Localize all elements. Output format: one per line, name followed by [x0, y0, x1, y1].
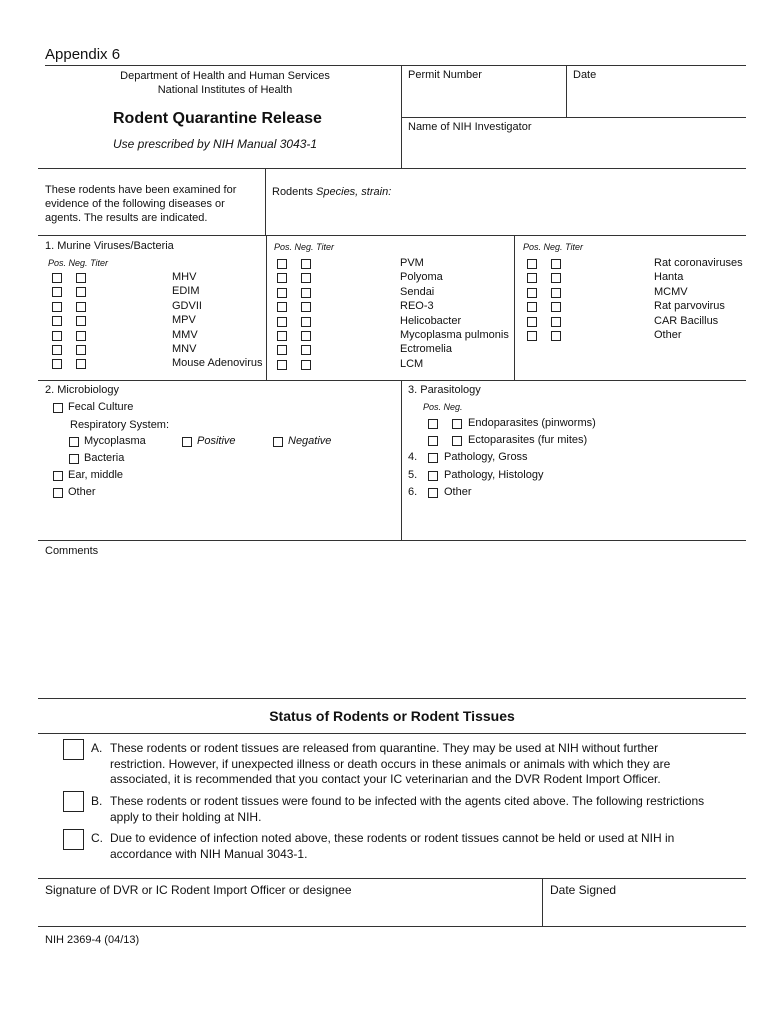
- neg-checkbox[interactable]: [76, 345, 86, 355]
- pos-checkbox[interactable]: [527, 317, 537, 327]
- disease-label: EDIM: [172, 285, 200, 298]
- divider: [542, 878, 543, 926]
- disease-label: MCMV: [654, 285, 688, 298]
- intro-text: These rodents have been examined for evidence of the following diseases or agents. The results are indicated.: [45, 184, 237, 224]
- parasitology-col-header: Pos. Neg.: [423, 402, 463, 412]
- pos-checkbox[interactable]: [52, 345, 62, 355]
- divider: [401, 117, 746, 118]
- murine-heading: 1. Murine Viruses/Bacteria: [45, 240, 174, 252]
- neg-checkbox[interactable]: [551, 331, 561, 341]
- ectoparasites-label: Ectoparasites (fur mites): [468, 434, 588, 446]
- pos-checkbox[interactable]: [277, 345, 287, 355]
- murine-col1: [52, 271, 266, 372]
- status-title: Status of Rodents or Rodent Tissues: [269, 708, 515, 724]
- list-item: [277, 271, 513, 285]
- list-item: [277, 300, 513, 314]
- bacteria-label: Bacteria: [84, 452, 125, 464]
- divider: [45, 65, 746, 66]
- positive-label: Positive: [197, 435, 236, 447]
- status-c-text: Due to evidence of infection noted above, these rodents or rodent tissues cannot be held or used at NIH in accordance with NIH Manual 3043-1.: [110, 831, 675, 861]
- disease-label: GDVII: [172, 299, 202, 312]
- neg-checkbox[interactable]: [551, 259, 561, 269]
- neg-checkbox[interactable]: [301, 360, 311, 370]
- status-a-letter: A.: [91, 741, 103, 755]
- list-item: [277, 315, 513, 329]
- neg-checkbox[interactable]: [551, 288, 561, 298]
- positive-checkbox[interactable]: [182, 437, 192, 447]
- divider: [266, 235, 267, 380]
- neg-checkbox[interactable]: [551, 273, 561, 283]
- parasitology-heading: 3. Parasitology: [408, 384, 481, 396]
- neg-checkbox[interactable]: [76, 316, 86, 326]
- negative-checkbox[interactable]: [273, 437, 283, 447]
- list-item: [277, 257, 513, 271]
- divider: [38, 698, 746, 699]
- neg-checkbox[interactable]: [301, 259, 311, 269]
- item-number: 6.: [408, 486, 418, 498]
- ecto-neg-checkbox[interactable]: [452, 436, 462, 446]
- pos-checkbox[interactable]: [527, 302, 537, 312]
- disease-label: Sendai: [400, 285, 435, 298]
- disease-label: Mycoplasma pulmonis: [400, 328, 509, 341]
- disease-label: Polyoma: [400, 271, 443, 284]
- pos-checkbox[interactable]: [277, 259, 287, 269]
- pos-checkbox[interactable]: [527, 259, 537, 269]
- permit-number-field[interactable]: [402, 85, 565, 115]
- neg-checkbox[interactable]: [551, 317, 561, 327]
- murine-col2: [277, 257, 513, 372]
- parasit-other-checkbox[interactable]: [428, 488, 438, 498]
- investigator-label: Name of NIH Investigator: [408, 121, 532, 133]
- status-b-checkbox[interactable]: [63, 791, 84, 812]
- department-name: Department of Health and Human Services National Institutes of Health: [120, 70, 330, 96]
- ear-middle-label: Ear, middle: [68, 469, 124, 481]
- fecal-culture-checkbox[interactable]: [53, 403, 63, 413]
- date-signed-label: Date Signed: [550, 883, 617, 897]
- divider: [38, 168, 746, 169]
- endo-pos-checkbox[interactable]: [428, 419, 438, 429]
- divider: [38, 878, 746, 879]
- rodents-species-field[interactable]: [400, 182, 740, 226]
- mycoplasma-label: Mycoplasma: [84, 435, 146, 447]
- investigator-field[interactable]: [402, 137, 745, 167]
- signature-label: Signature of DVR or IC Rodent Import Officer or designee: [45, 883, 352, 897]
- status-a-text: These rodents or rodent tissues are released from quarantine. They may be used at NIH without further restriction. However, if unexpected illness or death occurs in these animals or animals with which they are associated, it is recommended that you contact your IC veterinarian and the DVR Rodent Import Officer.: [110, 741, 671, 786]
- disease-label: MMV: [172, 328, 198, 341]
- neg-checkbox[interactable]: [76, 273, 86, 283]
- mycoplasma-checkbox[interactable]: [69, 437, 79, 447]
- status-c-checkbox[interactable]: [63, 829, 84, 850]
- rodents-label: Rodents Species, strain:: [272, 186, 392, 198]
- disease-label: PVM: [400, 257, 424, 269]
- micro-other-label: Other: [68, 486, 96, 498]
- date-field[interactable]: [567, 85, 745, 115]
- list-item: [52, 314, 266, 328]
- status-a-checkbox[interactable]: [63, 739, 84, 760]
- pos-checkbox[interactable]: [52, 273, 62, 283]
- date-label: Date: [573, 69, 597, 81]
- endoparasites-label: Endoparasites (pinworms): [468, 417, 596, 429]
- status-c-letter: C.: [91, 831, 103, 845]
- list-item: [527, 329, 745, 343]
- murine-col1-header: Pos. Neg. Titer: [48, 258, 108, 268]
- list-item: [277, 358, 513, 372]
- status-b-text: These rodents or rodent tissues were found to be infected with the agents cited above. The following restrictions apply to their holding at NIH.: [110, 794, 705, 824]
- negative-label: Negative: [288, 435, 332, 447]
- neg-checkbox[interactable]: [76, 302, 86, 312]
- list-item: [527, 315, 745, 329]
- bacteria-checkbox[interactable]: [69, 454, 79, 464]
- disease-label: Ectromelia: [400, 343, 452, 356]
- disease-label: Hanta: [654, 271, 684, 284]
- list-item: [52, 300, 266, 314]
- pathology-gross-checkbox[interactable]: [428, 453, 438, 463]
- list-item: [52, 357, 266, 371]
- neg-checkbox[interactable]: [301, 302, 311, 312]
- murine-col2-header: Pos. Neg. Titer: [274, 242, 334, 252]
- disease-label: Rat coronaviruses: [654, 257, 743, 269]
- neg-checkbox[interactable]: [301, 331, 311, 341]
- pos-checkbox[interactable]: [277, 288, 287, 298]
- list-item: [277, 286, 513, 300]
- ear-middle-checkbox[interactable]: [53, 471, 63, 481]
- list-item: [52, 271, 266, 285]
- neg-checkbox[interactable]: [301, 317, 311, 327]
- pos-checkbox[interactable]: [277, 302, 287, 312]
- divider: [514, 235, 515, 380]
- pathology-histology-checkbox[interactable]: [428, 471, 438, 481]
- disease-label: Mouse Adenovirus: [172, 357, 263, 370]
- divider: [38, 235, 746, 236]
- respiratory-label: Respiratory System:: [70, 419, 170, 431]
- pos-checkbox[interactable]: [277, 317, 287, 327]
- divider: [38, 540, 746, 541]
- disease-label: MNV: [172, 342, 197, 355]
- list-item: [277, 329, 513, 343]
- permit-number-label: Permit Number: [408, 69, 482, 81]
- pathology-histology-label: Pathology, Histology: [444, 469, 544, 481]
- neg-checkbox[interactable]: [301, 345, 311, 355]
- murine-col3: [527, 257, 745, 343]
- pos-checkbox[interactable]: [277, 360, 287, 370]
- pos-checkbox[interactable]: [52, 287, 62, 297]
- status-b-letter: B.: [91, 794, 103, 808]
- list-item: [52, 343, 266, 357]
- list-item: [527, 257, 745, 271]
- item-number: 4.: [408, 451, 418, 463]
- divider: [38, 733, 746, 734]
- form-title: Rodent Quarantine Release: [113, 110, 322, 127]
- divider: [265, 168, 266, 235]
- neg-checkbox[interactable]: [301, 273, 311, 283]
- list-item: [527, 300, 745, 314]
- appendix-label: Appendix 6: [45, 46, 121, 63]
- divider: [38, 380, 746, 381]
- microbiology-heading: 2. Microbiology: [45, 384, 119, 396]
- pos-checkbox[interactable]: [527, 331, 537, 341]
- ecto-pos-checkbox[interactable]: [428, 436, 438, 446]
- pos-checkbox[interactable]: [527, 273, 537, 283]
- list-item: [527, 271, 745, 285]
- disease-label: CAR Bacillus: [654, 314, 719, 327]
- divider: [38, 926, 746, 927]
- pos-checkbox[interactable]: [527, 288, 537, 298]
- disease-label: MPV: [172, 314, 196, 327]
- pos-checkbox[interactable]: [52, 302, 62, 312]
- neg-checkbox[interactable]: [76, 331, 86, 341]
- list-item: [277, 343, 513, 357]
- item-number: 5.: [408, 469, 418, 481]
- signature-field[interactable]: [40, 898, 540, 925]
- pos-checkbox[interactable]: [277, 273, 287, 283]
- pos-checkbox[interactable]: [52, 331, 62, 341]
- disease-label: REO-3: [400, 300, 434, 313]
- form-subtitle: Use prescribed by NIH Manual 3043-1: [113, 137, 318, 151]
- murine-col3-header: Pos. Neg. Titer: [523, 242, 583, 252]
- list-item: [52, 329, 266, 343]
- neg-checkbox[interactable]: [76, 287, 86, 297]
- disease-label: LCM: [400, 357, 424, 370]
- disease-label: Rat parvovirus: [654, 300, 725, 313]
- neg-checkbox[interactable]: [301, 288, 311, 298]
- pathology-gross-label: Pathology, Gross: [444, 451, 528, 463]
- pos-checkbox[interactable]: [277, 331, 287, 341]
- micro-other-checkbox[interactable]: [53, 488, 63, 498]
- disease-label: Helicobacter: [400, 314, 462, 327]
- fecal-culture-label: Fecal Culture: [68, 401, 134, 413]
- disease-label: Other: [654, 328, 682, 341]
- comments-field[interactable]: [40, 562, 745, 692]
- pos-checkbox[interactable]: [52, 359, 62, 369]
- comments-label: Comments: [45, 545, 99, 557]
- divider: [401, 380, 402, 540]
- list-item: [527, 286, 745, 300]
- endo-neg-checkbox[interactable]: [452, 419, 462, 429]
- disease-label: MHV: [172, 271, 197, 283]
- date-signed-field[interactable]: [544, 898, 744, 925]
- neg-checkbox[interactable]: [551, 302, 561, 312]
- neg-checkbox[interactable]: [76, 359, 86, 369]
- form-number: NIH 2369-4 (04/13): [45, 934, 140, 946]
- parasit-other-label: Other: [444, 486, 472, 498]
- pos-checkbox[interactable]: [52, 316, 62, 326]
- list-item: [52, 285, 266, 299]
